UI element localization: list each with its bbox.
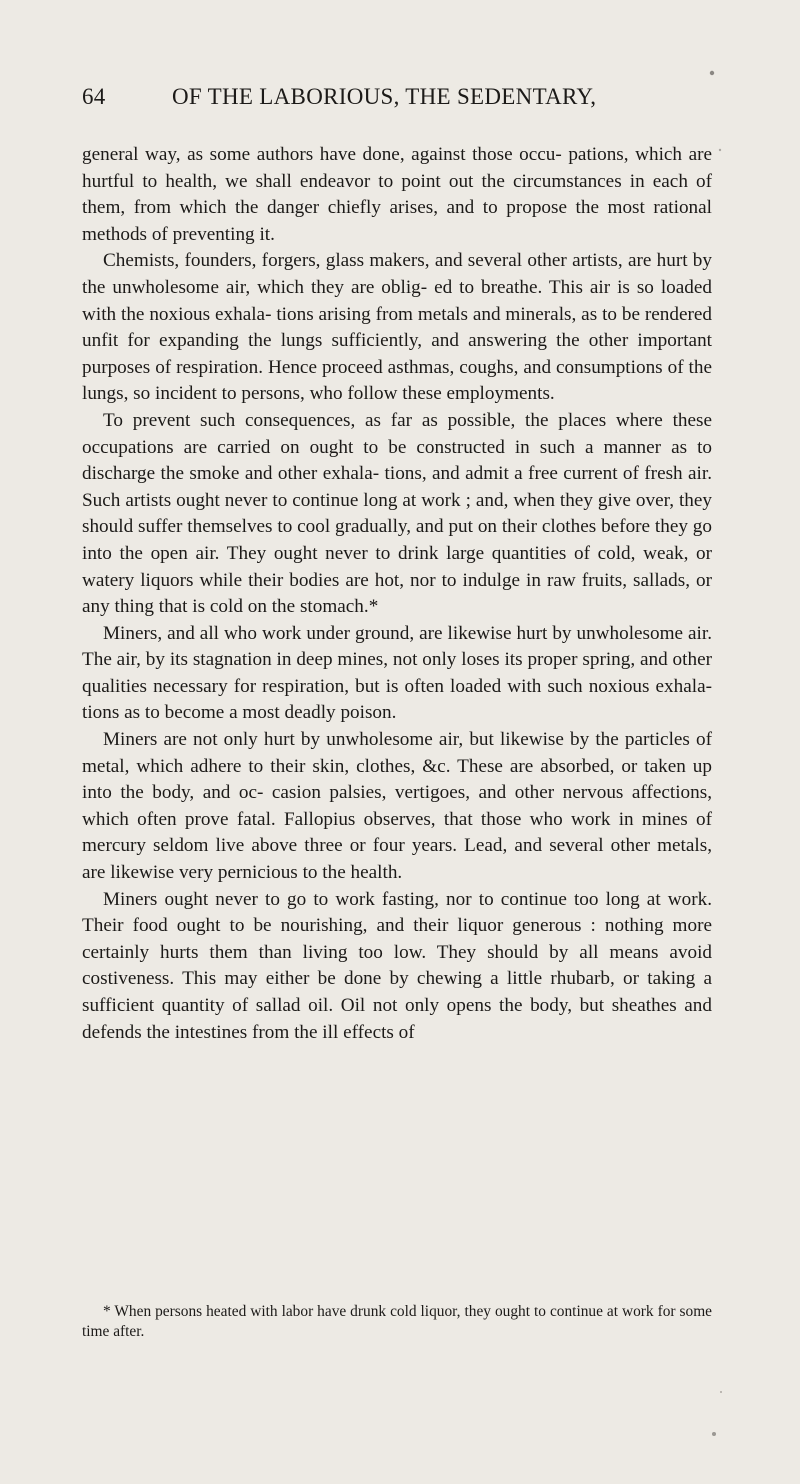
paragraph-chemists: Chemists, founders, forgers, glass makers, and several other artists, are hurt by the unwholesome air, which they are oblig- ed to breathe. This air is so loaded with the noxious exhala- tions arising from metals and minerals, as to be rendered unfit for expanding the lungs sufficiently, and answering the other important purposes of respiration. Hence proceed asthmas, coughs, and consumptions of the lungs, so incident to persons, who follow these employments. xyxy=(82,250,712,405)
paragraph-miners-air: Miners, and all who work under ground, are likewise hurt by unwholesome air. The air, by its stagnation in deep mines, not only loses its proper spring, and other qualities necessary for respiration, but is often loaded with such noxious exhala- tions as to become a most deadly poison. xyxy=(82,622,712,724)
ink-speck xyxy=(710,71,714,75)
footnote: * When persons heated with labor have drunk cold liquor, they ought to continue at work for some time after. xyxy=(82,1303,712,1340)
paragraph-miners-metal: Miners are not only hurt by unwholesome air, but likewise by the particles of metal, which adhere to their skin, clothes, &c. These are absorbed, or taken up into the body, and oc- casion palsies, vertigoes, and other nervous affections, which often prove fatal. Fallopius observes, that those who work in mines of mercury seldom live above three or four years. Lead, and several other metals, are likewise very pernicious to the health. xyxy=(82,729,712,884)
body-text xyxy=(82,142,712,1046)
running-title: OF THE LABORIOUS, THE SEDENTARY, xyxy=(172,84,597,109)
ink-speck xyxy=(712,1432,716,1436)
paragraph-prevention: To prevent such consequences, as far as possible, the places where these occupations are carried on ought to be constructed in such a manner as to discharge the smoke and other exhala- tions, and admit a free current of fresh air. Such artists ought never to continue long at work ; and, when they give over, they should suffer themselves to cool gradually, and put on their clothes before they go into the open air. They ought never to drink large quantities of cold, weak, or watery liquors while their bodies are hot, nor to indulge in raw fruits, sallads, or any thing that is cold on the stomach.* xyxy=(82,409,712,618)
ink-speck xyxy=(719,149,721,151)
page-number: 64 xyxy=(82,84,106,109)
paragraph-miners-diet: Miners ought never to go to work fasting, nor to continue too long at work. Their food ought to be nourishing, and their liquor generous : nothing more certainly hurts them than living too low. They should by all means avoid costiveness. This may either be done by chewing a little rhubarb, or taking a sufficient quantity of sallad oil. Oil not only opens the body, but sheathes and defends the intestines from the ill effects of xyxy=(82,888,712,1043)
page-header xyxy=(82,84,712,114)
ink-speck xyxy=(720,1391,722,1393)
paragraph-continuation: general way, as some authors have done, against those occu- pations, which are hurtful to health, we shall endeavor to point out the circumstances in each of them, from which the danger chiefly arises, and to propose the most rational methods of preventing it. xyxy=(82,144,712,245)
